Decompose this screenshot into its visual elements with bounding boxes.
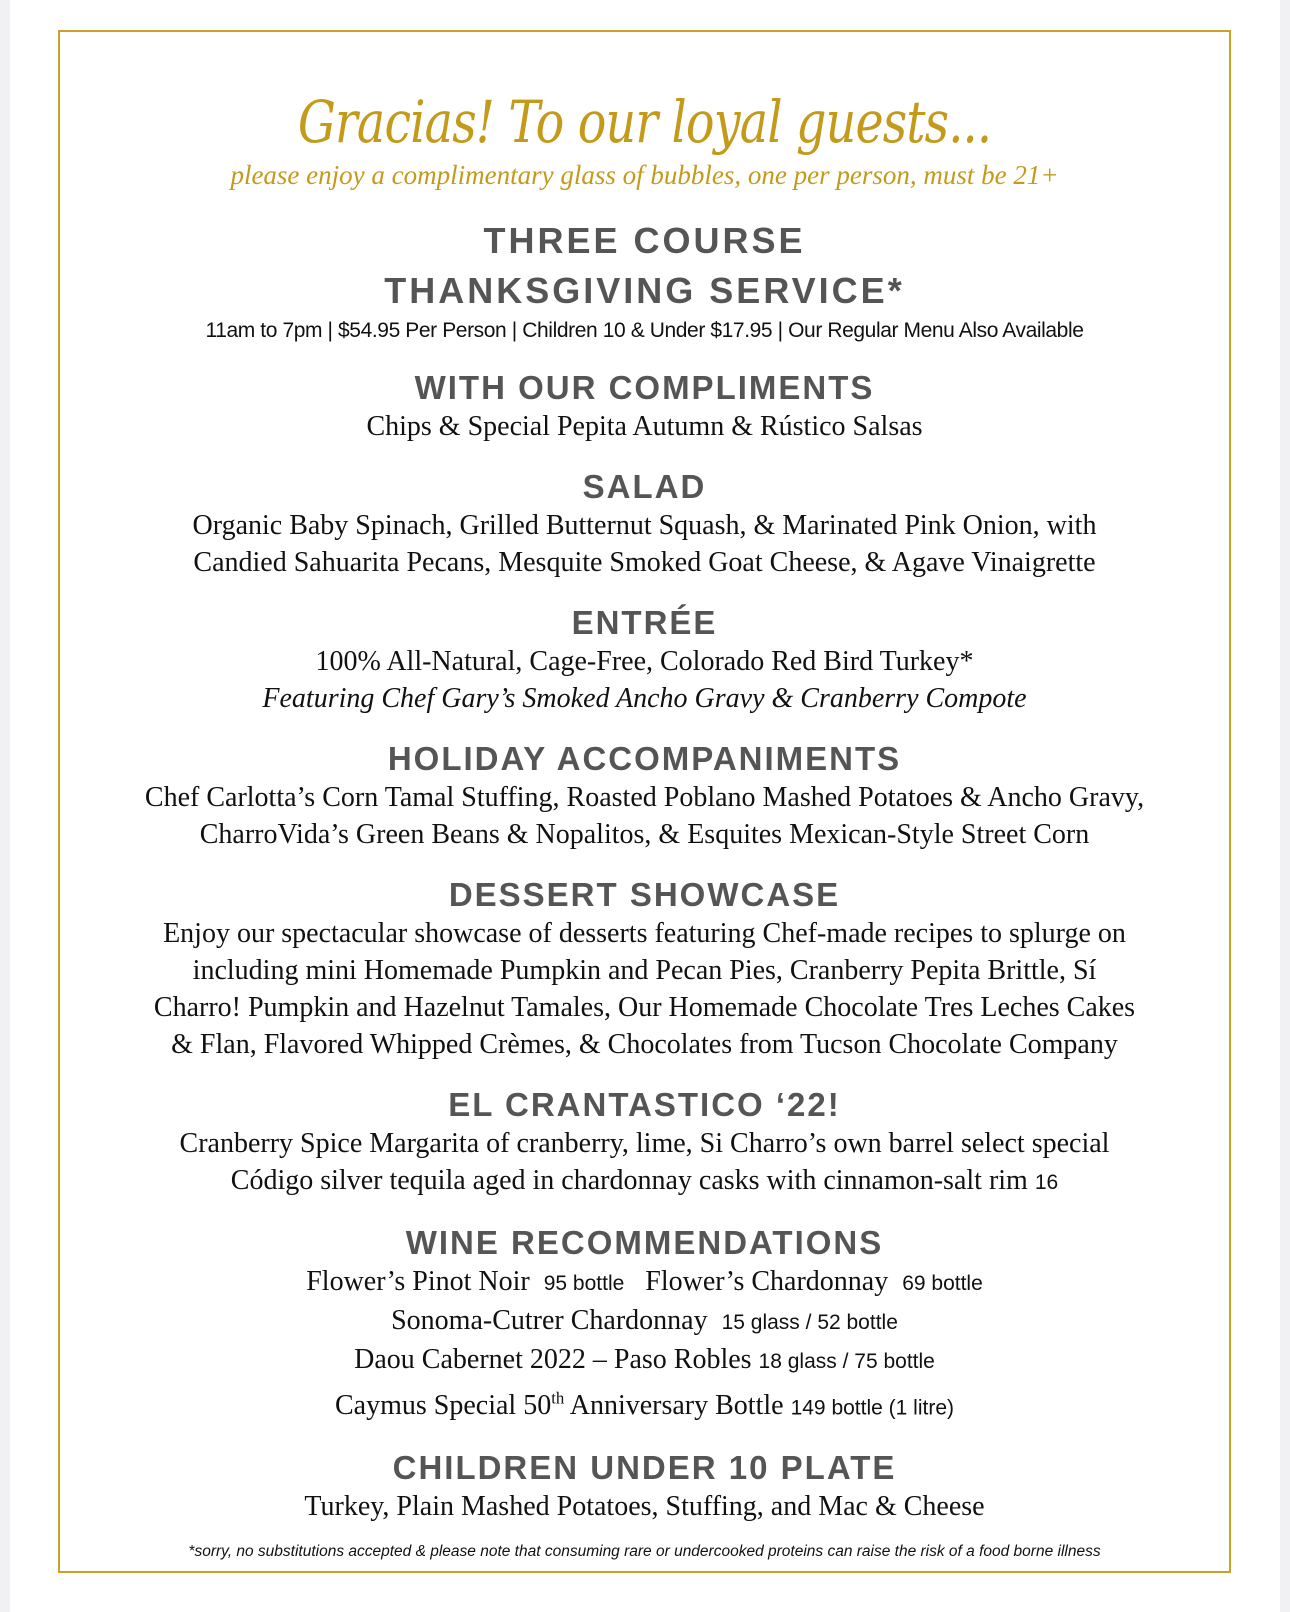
section-line: CharroVida’s Green Beans & Nopalitos, & Esquites Mexican-Style Street Corn (199, 819, 1090, 850)
section-heading: ENTRÉE (571, 604, 718, 641)
wine-price: 18 glass / 75 bottle (758, 1350, 935, 1373)
section-heading: CHILDREN UNDER 10 PLATE (392, 1449, 897, 1487)
wine-price: 149 bottle (1 litre) (790, 1396, 954, 1420)
section-line: including mini Homemade Pumpkin and Pecan Pies, Cranberry Pepita Brittle, Sí (192, 955, 1097, 986)
section-compliments (60, 368, 1229, 445)
price: 16 (1034, 1171, 1059, 1194)
greeting-subtitle: please enjoy a complimentary glass of bubbles, one per person, must be 21+ (230, 160, 1059, 190)
service-title-line1: THREE COURSE (483, 220, 806, 261)
greeting-title: Gracias! To our loyal guests... (297, 88, 992, 156)
section-heading: WINE RECOMMENDATIONS (405, 1224, 884, 1261)
wine-price: 15 glass / 52 bottle (721, 1311, 898, 1334)
section-cocktail (60, 1085, 1229, 1201)
section-line: Charro! Pumpkin and Hazelnut Tamales, Our Homemade Chocolate Tres Leches Cakes (153, 992, 1136, 1023)
section-heading: EL CRANTASTICO ‘22! (448, 1086, 841, 1123)
wine-name: Daou Cabernet 2022 – Paso Robles (354, 1344, 752, 1375)
section-dessert (60, 875, 1229, 1063)
section-line: Cranberry Spice Margarita of cranberry, lime, Si Charro’s own barrel select special (179, 1128, 1110, 1159)
wine-name: Sonoma-Cutrer Chardonnay (391, 1305, 708, 1336)
service-title-line2: THANKSGIVING SERVICE* (384, 270, 905, 311)
section-line: Turkey, Plain Mashed Potatoes, Stuffing, and Mac & Cheese (304, 1491, 985, 1523)
section-heading: HOLIDAY ACCOMPANIMENTS (387, 740, 902, 777)
section-line: 100% All-Natural, Cage-Free, Colorado Red Bird Turkey* (315, 646, 974, 677)
section-wine (60, 1223, 1229, 1426)
section-children (60, 1448, 1229, 1525)
menu-page (10, 0, 1280, 1612)
section-line: Organic Baby Spinach, Grilled Butternut Squash, & Marinated Pink Onion, with (192, 510, 1097, 541)
section-line-italic: Featuring Chef Gary’s Smoked Ancho Gravy & Cranberry Compote (262, 683, 1027, 714)
footnote: *sorry, no substitutions accepted & please note that consuming rare or undercooked proteins can raise the risk of a food borne illness (188, 1543, 1101, 1561)
section-accompaniments (60, 739, 1229, 853)
section-line: Enjoy our spectacular showcase of desserts featuring Chef-made recipes to splurge on (163, 918, 1126, 949)
section-line: Chips & Special Pepita Autumn & Rústico Salsas (366, 411, 923, 442)
wine-name: Caymus Special 50th Anniversary Bottle (335, 1389, 784, 1422)
section-entree (60, 603, 1229, 717)
section-heading: WITH OUR COMPLIMENTS (414, 369, 875, 406)
section-salad (60, 467, 1229, 581)
section-line: & Flan, Flavored Whipped Crèmes, & Chocolates from Tucson Chocolate Company (171, 1029, 1118, 1060)
wine-name: Flower’s Pinot Noir (306, 1266, 530, 1297)
section-line: Código silver tequila aged in chardonnay casks with cinnamon-salt rim (230, 1165, 1028, 1196)
wine-name: Flower’s Chardonnay (645, 1266, 889, 1297)
section-line: Candied Sahuarita Pecans, Mesquite Smoked Goat Cheese, & Agave Vinaigrette (193, 547, 1096, 578)
section-heading: DESSERT SHOWCASE (448, 876, 841, 913)
service-info: 11am to 7pm | $54.95 Per Person | Children 10 & Under $17.95 | Our Regular Menu Also Available (205, 319, 1084, 342)
wine-price: 69 bottle (902, 1272, 983, 1295)
menu-frame (58, 30, 1231, 1573)
section-heading: SALAD (582, 468, 707, 505)
wine-price: 95 bottle (543, 1272, 625, 1295)
section-line: Chef Carlotta’s Corn Tamal Stuffing, Roasted Poblano Mashed Potatoes & Ancho Gravy, (144, 782, 1145, 813)
